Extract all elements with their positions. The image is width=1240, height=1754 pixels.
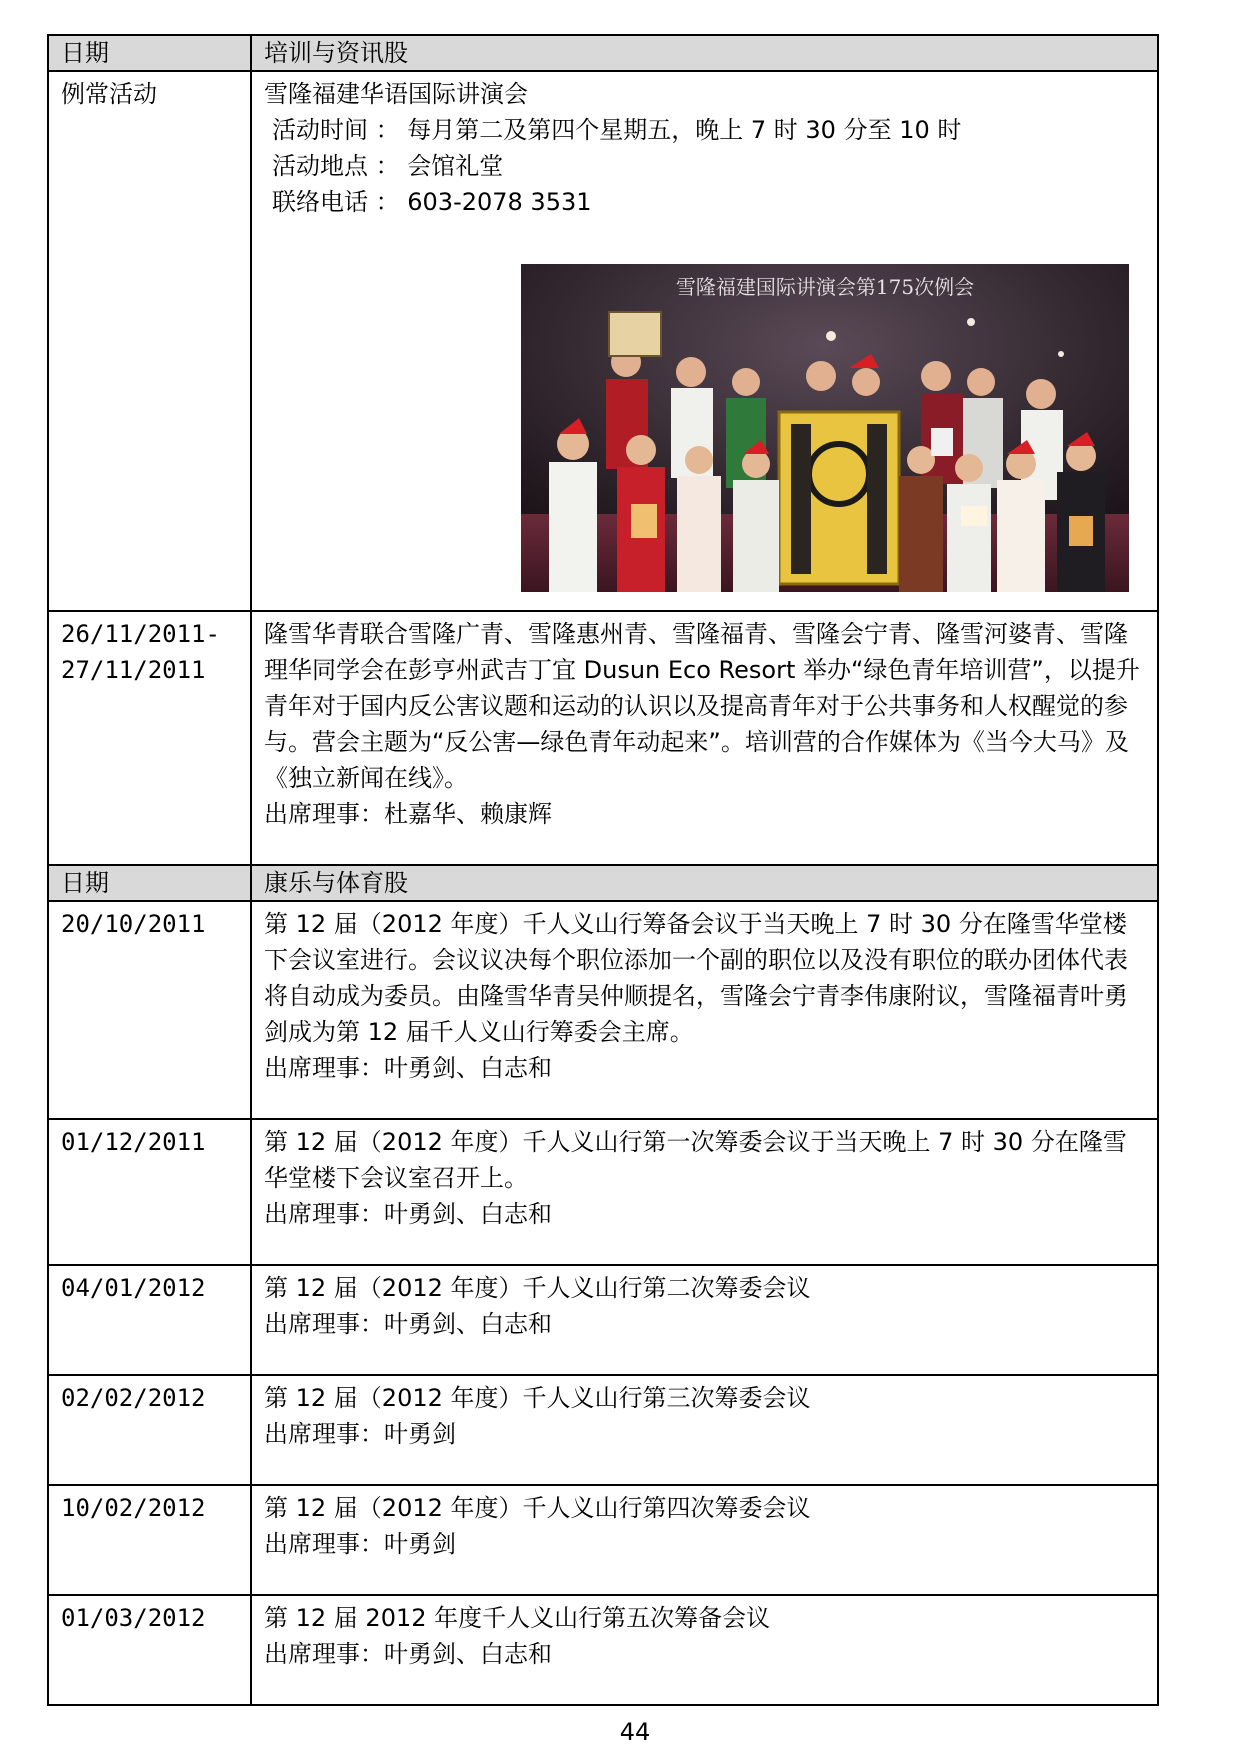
row-attendees: 出席理事：叶勇剑、白志和 bbox=[264, 1054, 552, 1082]
row-description: 第 12 届（2012 年度）千人义山行第三次筹委会议 bbox=[264, 1384, 811, 1412]
row-date: 20/10/2011 bbox=[48, 901, 251, 1119]
row-description: 第 12 届（2012 年度）千人义山行筹备会议于当天晚上 7 时 30 分在隆雪华堂楼下会议室进行。会议议决每个职位添加一个副的职位以及没有职位的联办团体代表将自动成为委员。由隆雪华青吴仲顺提名，雪隆会宁青李伟康附议，雪隆福青叶勇剑成为第 12 届千人义山行筹委会主席。 bbox=[264, 910, 1128, 1046]
header-section-recreation: 康乐与体育股 bbox=[251, 865, 1158, 901]
table-row bbox=[48, 1595, 1158, 1705]
row-date: 01/03/2012 bbox=[48, 1595, 251, 1705]
row-content bbox=[251, 1595, 1158, 1705]
photo-caption: 雪隆福建国际讲演会第175次例会 bbox=[675, 275, 975, 299]
row-description: 第 12 届 2012 年度千人义山行第五次筹备会议 bbox=[264, 1604, 771, 1632]
club-name: 雪隆福建华语国际讲演会 bbox=[264, 80, 528, 108]
camp-content bbox=[251, 611, 1158, 865]
row-attendees: 出席理事：叶勇剑、白志和 bbox=[264, 1310, 552, 1338]
camp-attendees: 出席理事：杜嘉华、赖康辉 bbox=[264, 800, 552, 828]
camp-date bbox=[48, 611, 251, 865]
row-date: 04/01/2012 bbox=[48, 1265, 251, 1375]
row-content bbox=[251, 901, 1158, 1119]
table-header-recreation bbox=[48, 865, 1158, 901]
row-attendees: 出席理事：叶勇剑、白志和 bbox=[264, 1640, 552, 1668]
table-row-regular-activity bbox=[48, 71, 1158, 611]
activity-phone: 联络电话 ： 603-2078 3531 bbox=[272, 188, 592, 216]
table-row-camp bbox=[48, 611, 1158, 865]
table-row bbox=[48, 901, 1158, 1119]
activity-time: 活动时间 ： 每月第二及第四个星期五，晚上 7 时 30 分至 10 时 bbox=[272, 116, 962, 144]
activity-table bbox=[47, 34, 1159, 1706]
row-content bbox=[251, 1265, 1158, 1375]
table-row bbox=[48, 1485, 1158, 1595]
row-date: 02/02/2012 bbox=[48, 1375, 251, 1485]
header-date: 日期 bbox=[48, 35, 251, 71]
row-description: 第 12 届（2012 年度）千人义山行第一次筹委会议于当天晚上 7 时 30 分在隆雪华堂楼下会议室召开上。 bbox=[264, 1128, 1127, 1192]
row-content bbox=[251, 1485, 1158, 1595]
camp-description: 隆雪华青联合雪隆广青、雪隆惠州青、雪隆福青、雪隆会宁青、隆雪河婆青、雪隆理华同学会在彭亨州武吉丁宜 Dusun Eco Resort 举办“绿色青年培训营”，以提升青年对于国内反公害议题和运动的认识以及提高青年对于公共事务和人权醒觉的参与。营会主题为“反公害—绿色青年动起来”。培训营的合作媒体为《当今大马》及《独立新闻在线》。 bbox=[264, 620, 1140, 792]
header-section-training: 培训与资讯股 bbox=[251, 35, 1158, 71]
regular-activity-label: 例常活动 bbox=[48, 71, 251, 611]
camp-date-start: 26/11/2011- bbox=[61, 620, 220, 648]
row-attendees: 出席理事：叶勇剑 bbox=[264, 1420, 456, 1448]
row-description: 第 12 届（2012 年度）千人义山行第二次筹委会议 bbox=[264, 1274, 811, 1302]
regular-activity-content bbox=[251, 71, 1158, 611]
row-content bbox=[251, 1375, 1158, 1485]
page-number: 44 bbox=[619, 1718, 651, 1746]
activity-venue: 活动地点 ： 会馆礼堂 bbox=[272, 152, 504, 180]
group-photo bbox=[521, 264, 1129, 592]
camp-date-end: 27/11/2011 bbox=[61, 656, 206, 684]
row-description: 第 12 届（2012 年度）千人义山行第四次筹委会议 bbox=[264, 1494, 811, 1522]
table-row bbox=[48, 1375, 1158, 1485]
row-attendees: 出席理事：叶勇剑、白志和 bbox=[264, 1200, 552, 1228]
row-attendees: 出席理事：叶勇剑 bbox=[264, 1530, 456, 1558]
header-date: 日期 bbox=[48, 865, 251, 901]
row-content bbox=[251, 1119, 1158, 1265]
table-row bbox=[48, 1119, 1158, 1265]
row-date: 10/02/2012 bbox=[48, 1485, 251, 1595]
table-row bbox=[48, 1265, 1158, 1375]
table-header-training bbox=[48, 35, 1158, 71]
row-date: 01/12/2011 bbox=[48, 1119, 251, 1265]
